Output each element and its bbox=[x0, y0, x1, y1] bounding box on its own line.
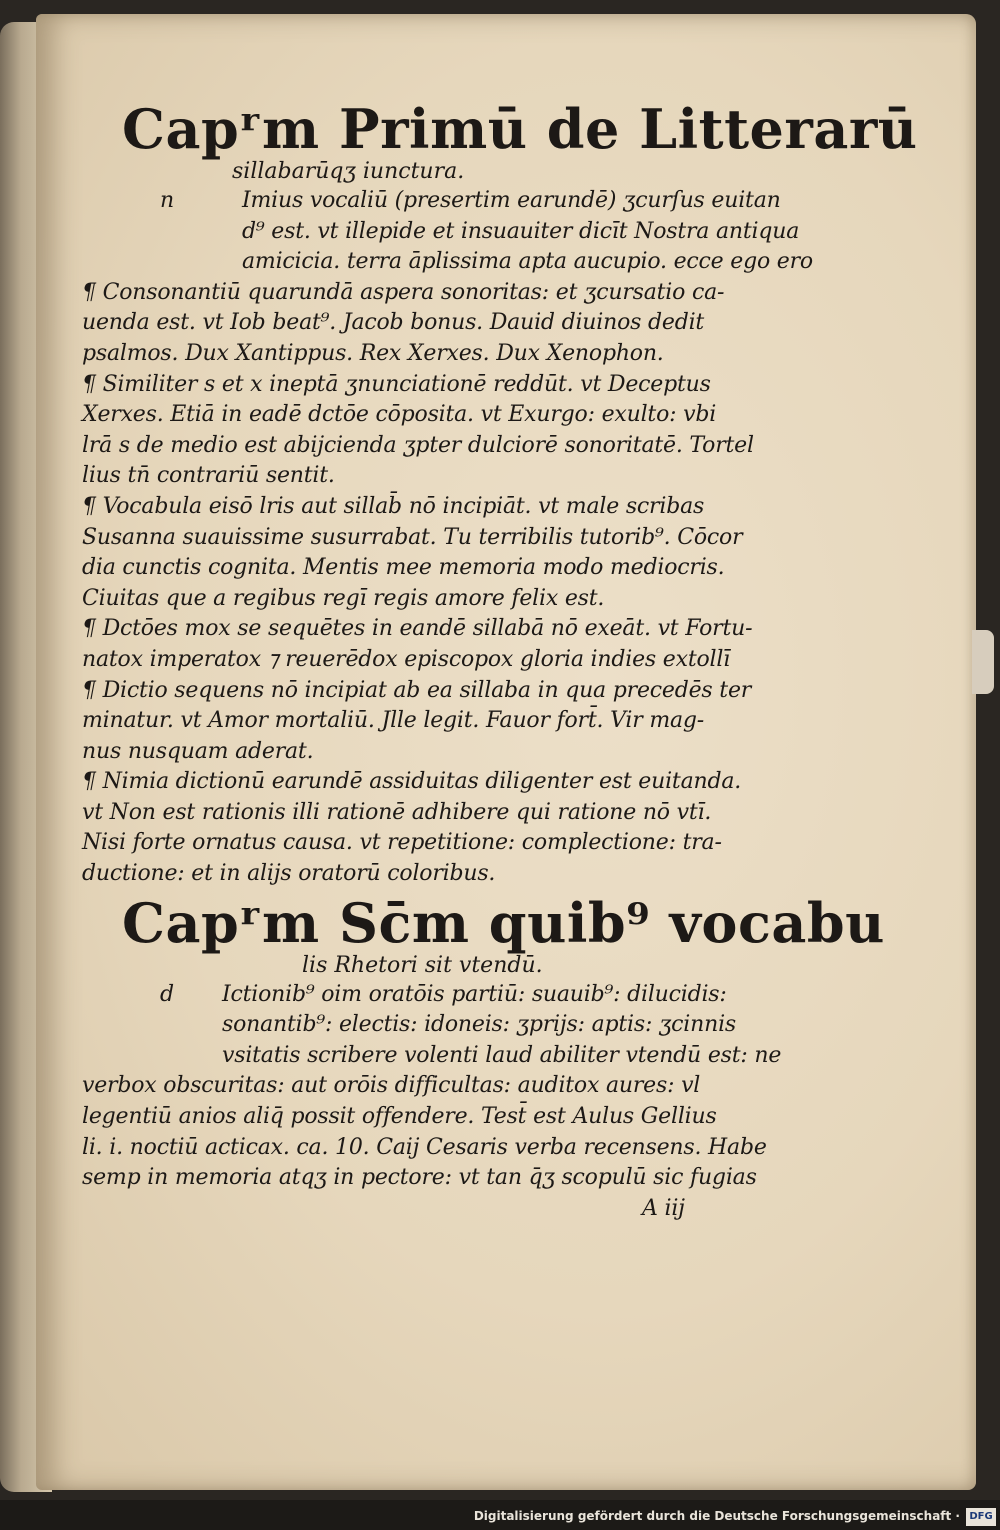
text-line: legentiū anios aliq̄ possit offendere. Test̄ est Aulus Gellius bbox=[82, 1104, 717, 1130]
text-line: semp in memoria atqʒ in pectore: vt tan q̄ʒ scopulū sic fugias bbox=[82, 1165, 757, 1191]
text-line: ¶ Vocabula eisō lris aut sillab̄ nō incipiāt. vt male scribas bbox=[82, 493, 705, 519]
chapter-heading-1: Capʳm Primū de Litterarū bbox=[122, 97, 918, 161]
chapter-subheading-2: lis Rhetori sit vtendū. bbox=[302, 952, 543, 978]
text-line: uenda est. vt Iob beat⁹. Jacob bonus. Dauid diuinos dedit bbox=[82, 310, 705, 336]
paragraph-2 bbox=[82, 980, 802, 1072]
funding-credit: Digitalisierung gefördert durch die Deutsche Forschungsgemeinschaft · bbox=[473, 1509, 960, 1523]
text-line: Imius vocaliū (presertim earundē) ʒcurſus euitan bbox=[242, 188, 781, 213]
text-line: Ciuitas que a regibus regī regis amore felix est. bbox=[82, 585, 605, 611]
text-line: sonantib⁹: electis: idoneis: ʒprijs: aptis: ʒcinnis bbox=[222, 1012, 737, 1038]
text-line: ¶ Similiter s et x ineptā ʒnunciationē reddūt. vt Deceptus bbox=[82, 371, 711, 397]
text-line: amicicia. terra āplissima apta aucupio. ecce ego ero bbox=[242, 249, 813, 275]
paragraph-1 bbox=[82, 186, 813, 278]
page-fold-tab bbox=[972, 630, 994, 694]
text-line: natox imperatox ⁊ reuerēdox episcopox gloria indies extollī bbox=[82, 646, 731, 672]
chapter-subheading-1: sillabarūqʒ iunctura. bbox=[232, 159, 465, 184]
text-line: ductione: et in alijs oratorū coloribus. bbox=[82, 861, 496, 887]
text-line: lius tn̄ contrariū sentit. bbox=[82, 463, 335, 489]
text-line: Nisi forte ornatus causa. vt repetitione: complectione: tra- bbox=[82, 830, 722, 856]
dfg-logo: DFG bbox=[966, 1508, 996, 1526]
text-line: ¶ Consonantiū quarundā aspera sonoritas: et ʒcursatio ca- bbox=[82, 279, 725, 305]
text-line: verbox obscuritas: aut orōis difficultas: auditox aures: vl bbox=[82, 1073, 701, 1099]
text-line: Ictionib⁹ oim oratōis partiū: suauib⁹: dilucidis: bbox=[222, 981, 727, 1007]
text-line: psalmos. Dux Xantippus. Rex Xerxes. Dux Xenophon. bbox=[82, 340, 664, 366]
text-line: nus nusquam aderat. bbox=[82, 738, 314, 764]
text-line: dia cunctis cognita. Mentis mee memoria modo mediocris. bbox=[82, 555, 725, 581]
chapter-heading-2: Capʳm Sc̄m quib⁹ vocabu bbox=[122, 890, 885, 955]
initial-guide-letter-1: n bbox=[160, 188, 175, 213]
text-line: li. i. noctiū acticax. ca. 10. Caij Cesaris verba recensens. Habe bbox=[82, 1134, 767, 1160]
text-line: vsitatis scribere volenti laud abiliter vtendū est: ne bbox=[222, 1042, 782, 1068]
signature-mark: A iij bbox=[642, 1195, 685, 1221]
initial-guide-letter-2: d bbox=[160, 981, 175, 1007]
text-line: ¶ Dctōes mox se sequētes in eandē sillabā nō exeāt. vt Fortu- bbox=[82, 616, 753, 642]
text-line: ¶ Dictio sequens nō incipiat ab ea sillaba in qua precedēs ter bbox=[82, 677, 752, 703]
text-line: lrā s de medio est abijcienda ʒpter dulciorē sonoritatē. Tortel bbox=[82, 432, 754, 458]
page-text bbox=[82, 97, 918, 1224]
body-lines bbox=[82, 278, 802, 890]
text-line: Susanna suauissime susurrabat. Tu terribilis tutorib⁹. Cōcor bbox=[82, 524, 743, 550]
text-line: d⁹ est. vt illepide et insuauiter dicīt Nostra antiqua bbox=[242, 218, 800, 244]
text-line: vt Non est rationis illi rationē adhibere qui ratione nō vtī. bbox=[82, 799, 712, 825]
text-line: minatur. vt Amor mortaliū. Jlle legit. Fauor fort̄. Vir mag- bbox=[82, 708, 705, 734]
text-line: ¶ Nimia dictionū earundē assiduitas diligenter est euitanda. bbox=[82, 769, 742, 795]
text-line: Xerxes. Etiā in eadē dctōe cōposita. vt Exurgo: exulto: vbi bbox=[82, 402, 717, 428]
